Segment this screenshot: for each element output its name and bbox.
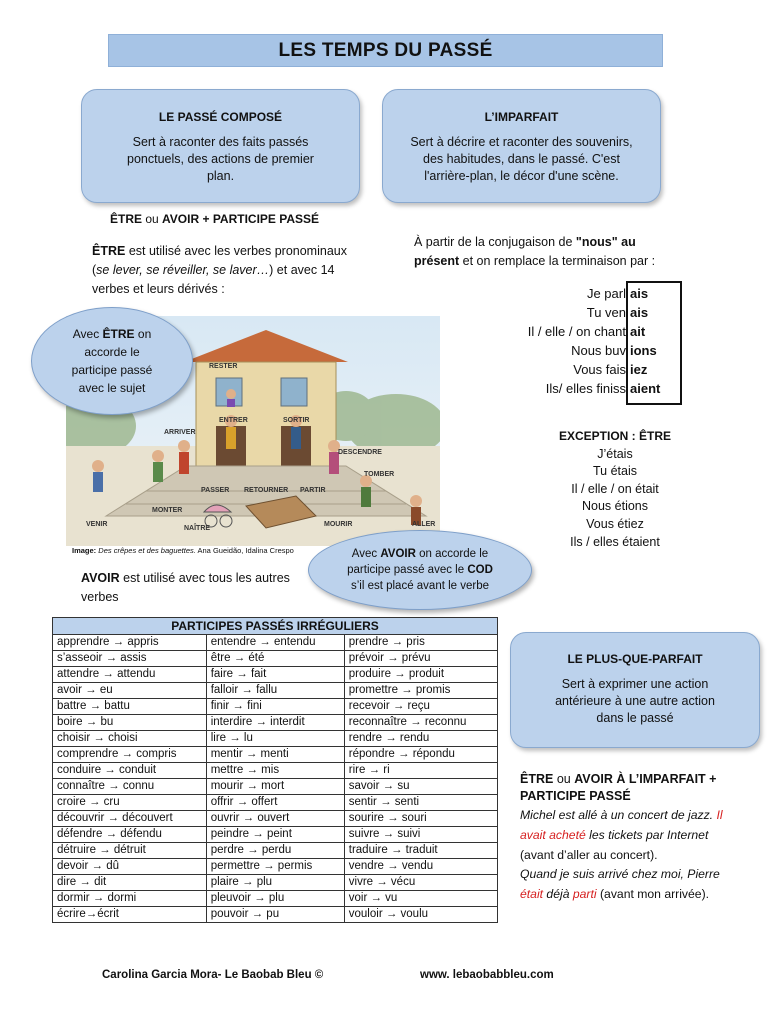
table-cell: falloir → fallu [206, 683, 344, 699]
example-s2: Quand je suis arrivé chez moi, Pierre [520, 867, 720, 882]
table-cell: lire → lu [206, 731, 344, 747]
passe-compose-box [81, 89, 360, 203]
exception-block [540, 428, 690, 551]
table-row [53, 683, 498, 699]
pqp-line-2: antérieure à une autre action [555, 694, 715, 708]
table-cell: faire → fait [206, 667, 344, 683]
conjugation-stem: Ils/ elles finiss [545, 381, 626, 396]
table-cell: sourire → souri [344, 811, 497, 827]
exception-line-4: Nous étions [581, 499, 648, 514]
page-title: LES TEMPS DU PASSÉ [108, 34, 663, 67]
exception-line-5: Vous étiez [586, 516, 644, 531]
credit-title: Des crêpes et des baguettes. [96, 546, 196, 555]
avoir-line-1: est utilisé avec tous les autres [119, 571, 290, 585]
exception-line-6: Ils / elles étaient [570, 534, 660, 549]
table-cell: attendre → attendu [53, 667, 207, 683]
imparfait-heading: L’IMPARFAIT [484, 110, 559, 124]
table-row [53, 891, 498, 907]
passe-compose-heading: LE PASSÉ COMPOSÉ [158, 110, 283, 124]
table-cell: finir → fini [206, 699, 344, 715]
etre-open-paren: ( [92, 263, 97, 277]
table-row [53, 731, 498, 747]
avoir-word: AVOIR [81, 571, 120, 585]
avoir-bubble-accorde: on accorde le [415, 548, 489, 560]
table-cell: rire → ri [344, 763, 497, 779]
table-cell: mettre → mis [206, 763, 344, 779]
etre-agreement-bubble [31, 307, 193, 415]
exception-line-3: Il / elle / on était [571, 481, 659, 496]
credit-label: Image: [72, 546, 97, 555]
label-descendre: DESCENDRE [338, 449, 382, 456]
table-cell: perdre → perdu [206, 843, 344, 859]
table-cell: apprendre → appris [53, 635, 207, 651]
avoir-bubble-avant: s’il est placé avant le verbe [350, 580, 490, 592]
table-row [53, 763, 498, 779]
exception-title: EXCEPTION : ÊTRE [558, 429, 671, 443]
example-s1: Michel est allé à un concert de jazz. [520, 808, 717, 822]
example-s2-paren: (avant mon arrivée). [596, 887, 710, 902]
avoir-bubble-cod: COD [467, 564, 493, 576]
label-venir: VENIR [86, 521, 108, 528]
rule-nous: "nous" [575, 235, 618, 249]
conjugation-ending: aient [630, 381, 661, 396]
label-partir: PARTIR [300, 487, 326, 494]
table-cell: offrir → offert [206, 795, 344, 811]
example-parti: parti [572, 887, 597, 902]
table-cell: détruire → détruit [53, 843, 207, 859]
imparfait-line-3: l'arrière-plan, le décor d'une scène. [424, 169, 619, 183]
table-cell: rendre → rendu [344, 731, 497, 747]
table-cell: battre → battu [53, 699, 207, 715]
conjugation-ending: iez [630, 362, 648, 377]
table-cell: répondre → répondu [344, 747, 497, 763]
table-row [53, 667, 498, 683]
formula-etre: ÊTRE [110, 212, 143, 226]
label-rester: RESTER [209, 363, 238, 370]
conjugation-ending: ait [630, 324, 646, 339]
table-cell: prévoir → prévu [344, 651, 497, 667]
table-cell: pouvoir → pu [206, 907, 344, 923]
pqp-etre: ÊTRE [520, 772, 554, 786]
table-row [53, 859, 498, 875]
etre-line-3: verbes et leurs dérivés : [92, 282, 225, 296]
table-cell: s’asseoir → assis [53, 651, 207, 667]
imparfait-line-1: Sert à décrire et raconter des souvenirs, [410, 135, 633, 149]
label-sortir: SORTIR [283, 417, 310, 424]
label-arriver: ARRIVER [164, 429, 196, 436]
footer-author: Carolina Garcia Mora- Le Baobab Bleu © [102, 969, 324, 981]
avoir-line-2: verbes [81, 590, 119, 604]
label-tomber: TOMBER [364, 471, 395, 478]
imparfait-line-2: des habitudes, dans le passé. C'est [423, 152, 620, 166]
passe-compose-line-1: Sert à raconter des faits passés [132, 135, 309, 149]
table-cell: dormir → dormi [53, 891, 207, 907]
image-credit [72, 546, 294, 555]
label-retourner: RETOURNER [244, 487, 289, 494]
irregular-participles-table [52, 617, 498, 923]
table-cell: connaître → connu [53, 779, 207, 795]
table-cell: pleuvoir → plu [206, 891, 344, 907]
table-cell: être → été [206, 651, 344, 667]
table-cell: prendre → pris [344, 635, 497, 651]
pqp-formula [520, 771, 758, 805]
conjugation-row [460, 362, 680, 381]
pqp-line-1: Sert à exprimer une action [561, 677, 709, 691]
table-cell: avoir → eu [53, 683, 207, 699]
conjugation-ending: ions [630, 343, 657, 358]
avoir-bubble-avoir: AVOIR [380, 548, 416, 560]
table-cell: permettre → permis [206, 859, 344, 875]
table-cell: boire → bu [53, 715, 207, 731]
table-cell: promettre → promis [344, 683, 497, 699]
pqp-participe: PARTICIPE PASSÉ [520, 789, 631, 803]
avoir-bubble-avec: Avec [351, 548, 381, 560]
etre-line-2: ) et avec 14 [269, 263, 335, 277]
label-entrer: ENTRER [219, 417, 248, 424]
example-avait: avait [520, 827, 546, 842]
table-row [53, 875, 498, 891]
conjugation-row [460, 381, 680, 400]
passe-compose-line-2: ponctuels, des actions de premier [127, 152, 314, 166]
rule-part-2: et on remplace la terminaison par : [459, 254, 656, 268]
bubble-line-accorde: accorde le [84, 345, 140, 359]
table-row [53, 651, 498, 667]
example-s1-rest: les tickets par Internet [585, 827, 709, 842]
table-row [53, 811, 498, 827]
example-deja: déjà [543, 887, 573, 902]
formula-ou: ou [142, 212, 163, 226]
pqp-line-3: dans le passé [596, 711, 674, 725]
pqp-heading: LE PLUS-QUE-PARFAIT [567, 652, 703, 666]
passe-compose-formula [110, 210, 319, 229]
table-cell: produire → produit [344, 667, 497, 683]
conjugation-stem: Je parl [586, 286, 626, 301]
bubble-line-sujet: avec le sujet [78, 381, 146, 395]
formula-rest: AVOIR + PARTICIPE PASSÉ [162, 212, 320, 226]
conjugation-ending: ais [630, 305, 649, 320]
table-cell: reconnaître → reconnu [344, 715, 497, 731]
table-cell: mentir → menti [206, 747, 344, 763]
table-cell: sentir → senti [344, 795, 497, 811]
conjugation-row [460, 286, 680, 305]
table-header: PARTICIPES PASSÉS IRRÉGULIERS [53, 618, 498, 635]
table-cell: plaire → plu [206, 875, 344, 891]
etre-examples: se lever, se réveiller, se laver… [96, 263, 270, 277]
table-row [53, 635, 498, 651]
example-etait: était [520, 887, 544, 902]
table-row [53, 747, 498, 763]
table-cell: comprendre → compris [53, 747, 207, 763]
bubble-etre: ÊTRE [102, 327, 135, 341]
table-row [53, 843, 498, 859]
table-cell: recevoir → reçu [344, 699, 497, 715]
example-il: Il [716, 808, 723, 822]
table-cell: défendre → défendu [53, 827, 207, 843]
table-cell: devoir → dû [53, 859, 207, 875]
table-row [53, 779, 498, 795]
conjugation-stem: Vous fais [573, 362, 626, 377]
table-cell: vendre → vendu [344, 859, 497, 875]
table-cell: suivre → suivi [344, 827, 497, 843]
pqp-example [520, 806, 760, 905]
imparfait-box [382, 89, 661, 203]
table-cell: vouloir → voulu [344, 907, 497, 923]
avoir-bubble-participe: participe passé avec le [347, 564, 468, 576]
conjugation-row [460, 343, 680, 362]
rule-part-1: À partir de la conjugaison de [414, 235, 576, 249]
label-aller: ALLER [412, 521, 436, 528]
exception-line-1: J’étais [597, 446, 633, 461]
table-cell: ouvrir → ouvert [206, 811, 344, 827]
conjugation-stem: Nous buv [571, 343, 626, 358]
table-row [53, 907, 498, 923]
pqp-rest: AVOIR À L’IMPARFAIT + [574, 772, 717, 786]
table-cell: traduire → traduit [344, 843, 497, 859]
table-row [53, 795, 498, 811]
rule-au: au [617, 235, 636, 249]
bubble-on: on [134, 327, 152, 341]
etre-usage-text [92, 242, 392, 299]
label-passer: PASSER [201, 487, 230, 494]
label-naitre: NAÎTRE [184, 525, 211, 532]
bubble-avec: Avec [72, 327, 103, 341]
table-cell: mourir → mort [206, 779, 344, 795]
etre-line-1: est utilisé avec les verbes pronominaux [125, 244, 347, 258]
table-cell: vivre → vécu [344, 875, 497, 891]
table-cell: voir → vu [344, 891, 497, 907]
table-row [53, 827, 498, 843]
imparfait-rule-text [414, 233, 704, 271]
table-cell: choisir → choisi [53, 731, 207, 747]
table-cell: entendre → entendu [206, 635, 344, 651]
table-row [53, 699, 498, 715]
bubble-line-participe: participe passé [71, 363, 153, 377]
conjugation-stem: Tu ven [586, 305, 626, 320]
table-cell: interdire → interdit [206, 715, 344, 731]
table-cell: croire → cru [53, 795, 207, 811]
plus-que-parfait-box [510, 632, 760, 748]
conjugation-table [460, 286, 680, 406]
passe-compose-line-3: plan. [206, 169, 235, 183]
example-achete: acheté [549, 827, 586, 842]
table-cell: écrire→écrit [53, 907, 207, 923]
table-cell: savoir → su [344, 779, 497, 795]
label-monter: MONTER [152, 507, 183, 514]
conjugation-ending: ais [630, 286, 649, 301]
credit-authors: Ana Gueidão, Idalina Crespo [195, 546, 294, 555]
example-s1-paren: (avant d’aller au concert). [520, 847, 658, 862]
table-cell: conduire → conduit [53, 763, 207, 779]
etre-word: ÊTRE [92, 244, 126, 258]
table-cell: peindre → peint [206, 827, 344, 843]
table-cell: découvrir → découvert [53, 811, 207, 827]
conjugation-stem: Il / elle / on chant [527, 324, 626, 339]
pqp-ou: ou [553, 772, 575, 786]
table-row [53, 715, 498, 731]
avoir-usage-text [81, 569, 321, 607]
conjugation-row [460, 305, 680, 324]
conjugation-row [460, 324, 680, 343]
exception-line-2: Tu étais [592, 464, 637, 479]
footer-website[interactable]: www. lebaobabbleu.com [420, 969, 554, 981]
rule-present: présent [414, 254, 460, 268]
label-mourir: MOURIR [324, 521, 353, 528]
table-cell: dire → dit [53, 875, 207, 891]
avoir-agreement-bubble [308, 530, 532, 610]
